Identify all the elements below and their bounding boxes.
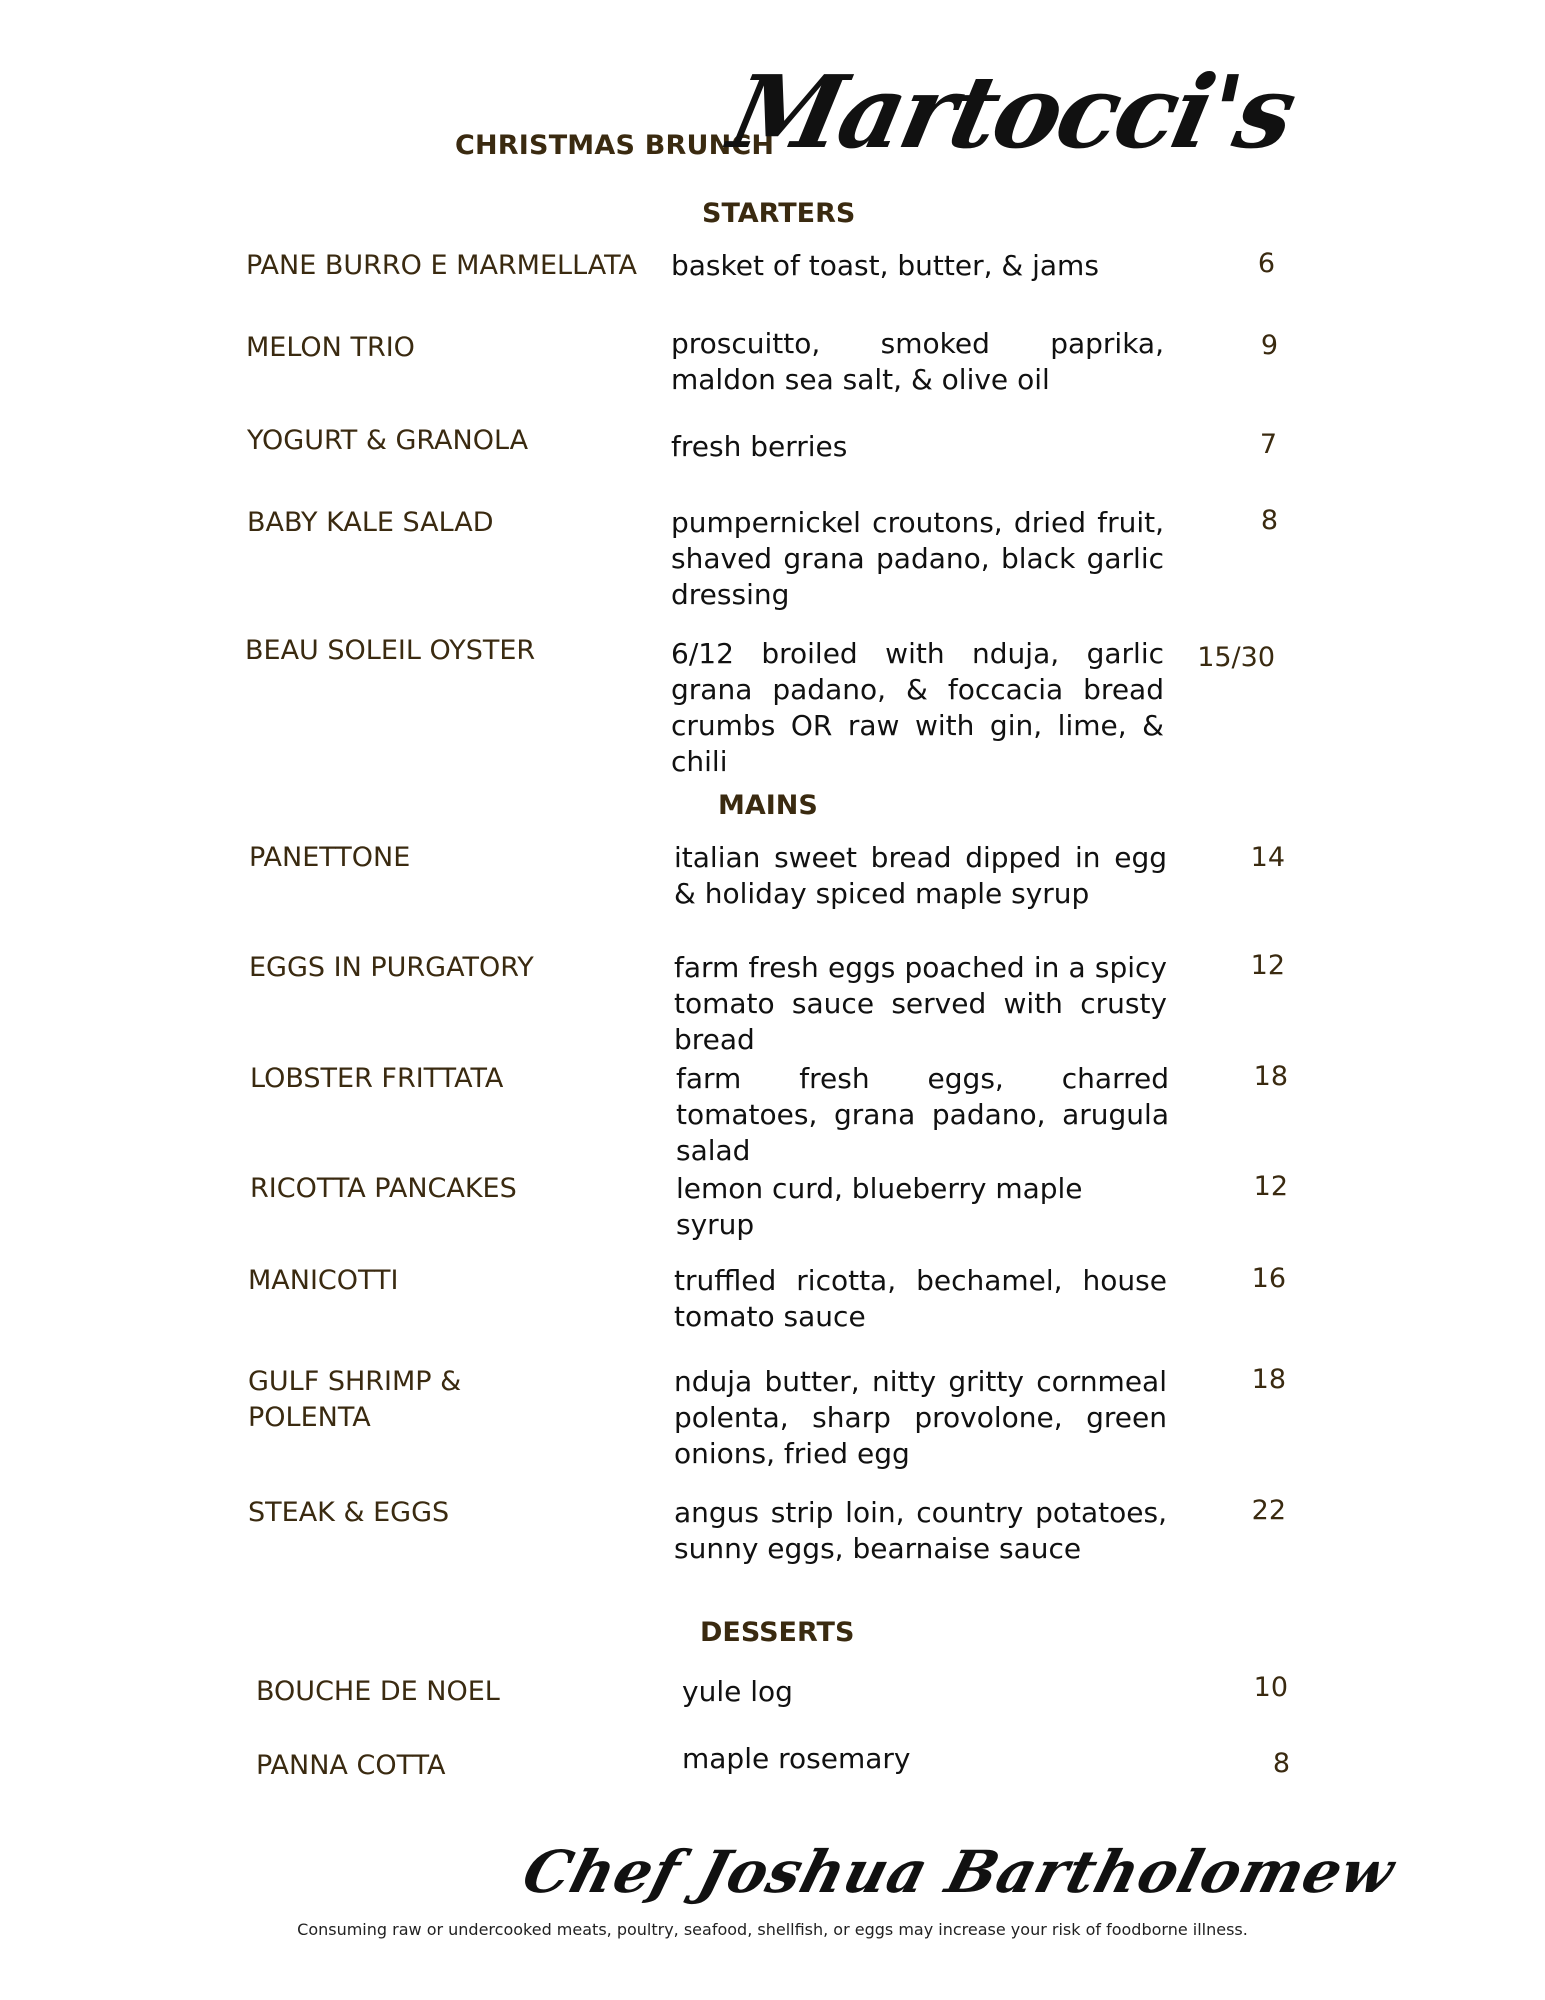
menu-item-price: 16 bbox=[1251, 1263, 1286, 1294]
menu-item-name: PANETTONE bbox=[249, 842, 411, 873]
menu-item-price: 9 bbox=[1260, 330, 1278, 361]
menu-item-description: maple rosemary bbox=[682, 1742, 911, 1775]
menu-item-name: MELON TRIO bbox=[246, 332, 415, 363]
section-heading-desserts: DESSERTS bbox=[700, 1617, 855, 1648]
menu-item-description: proscuitto, smoked paprika, maldon sea salt, & olive oil bbox=[671, 327, 1164, 396]
menu-item-description: pumpernickel croutons, dried fruit, shaved grana padano, black garlic dressing bbox=[671, 506, 1164, 611]
menu-item-price: 8 bbox=[1272, 1748, 1290, 1779]
menu-item-description: italian sweet bread dipped in egg & holiday spiced maple syrup bbox=[674, 841, 1167, 910]
menu-item-name: RICOTTA PANCAKES bbox=[250, 1173, 517, 1204]
menu-item-price: 18 bbox=[1253, 1061, 1288, 1092]
menu-item-name: BEAU SOLEIL OYSTER bbox=[245, 635, 536, 666]
menu-item-description: farm fresh eggs, charred tomatoes, grana padano, arugula salad bbox=[676, 1062, 1169, 1167]
menu-item-price: 8 bbox=[1260, 505, 1278, 536]
menu-item-name: LOBSTER FRITTATA bbox=[250, 1063, 504, 1094]
menu-item-price: 22 bbox=[1251, 1495, 1286, 1526]
section-heading-mains: MAINS bbox=[718, 790, 818, 821]
food-safety-disclaimer: Consuming raw or undercooked meats, poultry, seafood, shellfish, or eggs may increase your risk of foodborne illness. bbox=[297, 1920, 1248, 1939]
menu-item-price: 15/30 bbox=[1197, 642, 1275, 673]
restaurant-logo: Martocci's bbox=[720, 53, 1304, 171]
menu-item-name: MANICOTTI bbox=[248, 1265, 399, 1296]
menu-item-name: PANE BURRO E MARMELLATA bbox=[246, 250, 637, 281]
section-heading-starters: STARTERS bbox=[702, 198, 856, 229]
menu-item-name: PANNA COTTA bbox=[256, 1750, 446, 1781]
menu-title: CHRISTMAS BRUNCH bbox=[455, 130, 775, 161]
menu-item-price: 14 bbox=[1250, 842, 1285, 873]
menu-item-price: 10 bbox=[1253, 1672, 1288, 1703]
menu-item-name: STEAK & EGGS bbox=[248, 1497, 450, 1528]
menu-item-description: farm fresh eggs poached in a spicy tomato sauce served with crusty bread bbox=[674, 951, 1167, 1056]
menu-item-description: 6/12 broiled with nduja, garlic grana padano, & foccacia bread crumbs OR raw with gin, lime, & chili bbox=[671, 637, 1164, 778]
menu-item-price: 18 bbox=[1251, 1364, 1286, 1395]
menu-item-name: GULF SHRIMP & POLENTA bbox=[248, 1366, 462, 1433]
menu-item-description: fresh berries bbox=[671, 430, 848, 463]
menu-item-name: EGGS IN PURGATORY bbox=[249, 952, 534, 983]
menu-item-price: 7 bbox=[1259, 429, 1277, 460]
menu-item-description: yule log bbox=[682, 1675, 793, 1708]
menu-item-description: nduja butter, nitty gritty cornmeal polenta, sharp provolone, green onions, fried egg bbox=[674, 1365, 1167, 1470]
menu-item-price: 12 bbox=[1250, 950, 1285, 981]
menu-item-description: basket of toast, butter, & jams bbox=[671, 249, 1099, 282]
chef-signature: Chef Joshua Bartholomew bbox=[515, 1838, 1403, 1906]
menu-item-name: BABY KALE SALAD bbox=[247, 507, 494, 538]
menu-item-description: lemon curd, blueberry maple syrup bbox=[676, 1172, 1083, 1241]
menu-item-price: 6 bbox=[1257, 248, 1275, 279]
menu-item-description: truffled ricotta, bechamel, house tomato sauce bbox=[674, 1264, 1167, 1333]
menu-item-name: BOUCHE DE NOEL bbox=[256, 1676, 500, 1707]
menu-item-price: 12 bbox=[1253, 1171, 1288, 1202]
menu-item-description: angus strip loin, country potatoes, sunny eggs, bearnaise sauce bbox=[674, 1496, 1167, 1565]
menu-item-name: YOGURT & GRANOLA bbox=[247, 425, 529, 456]
